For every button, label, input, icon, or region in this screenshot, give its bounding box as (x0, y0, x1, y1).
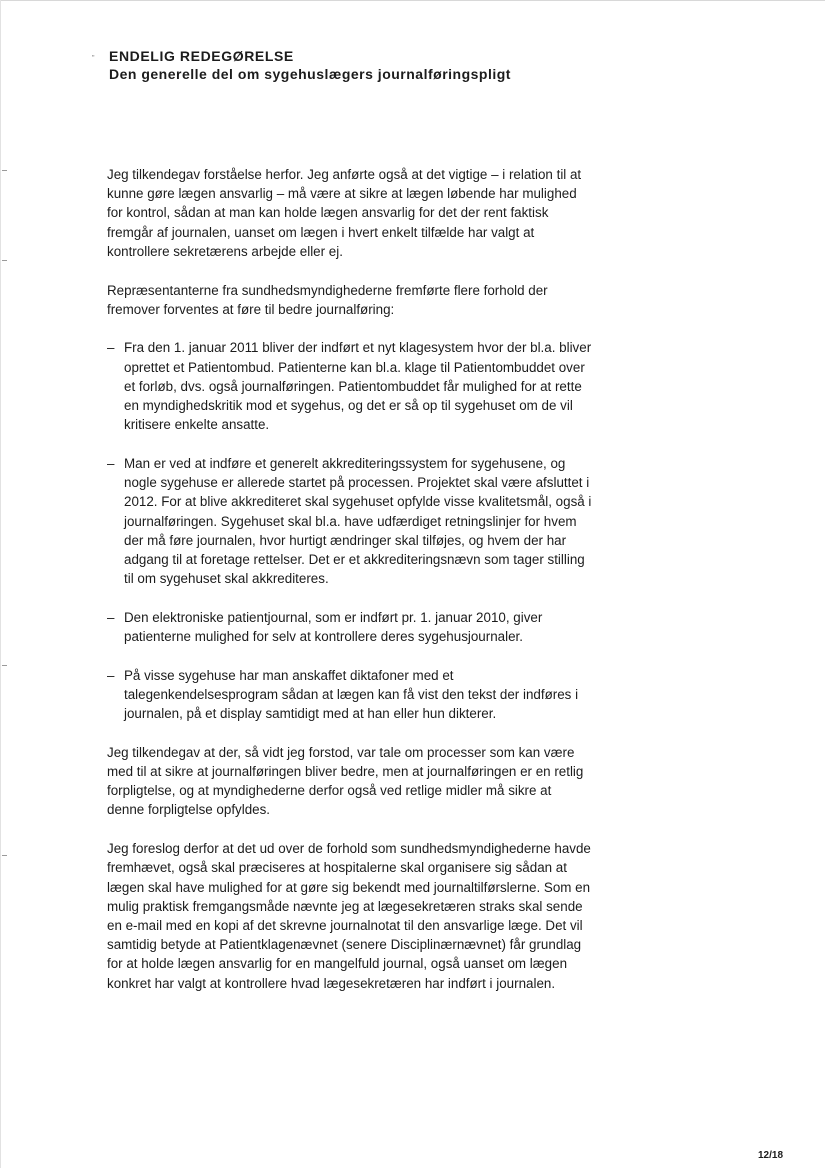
list-dash: – (107, 667, 115, 683)
paragraph: Jeg foreslog derfor at det ud over de forhold som sundhedsmyndighederne havde fremhævet, også skal præciseres at hospitalerne skal organisere sig sådan at lægen skal have mulighed for at gøre sig bekendt med journaltilførslerne. Som en mulig praktisk fremgangsmåde nævnte jeg at lægesekretæren straks skal sende en e-mail med en kopi af det skrevne journalnotat til den ansvarlige læge. Det vil samtidig betyde at Patientklagenævnet (senere Disciplinærnævnet) får grundlag for at holde lægen ansvarlig for en mangelfuld journal, også uanset om lægen konkret har valgt at kontrollere hvad lægesekretæren har indført i journalen. (107, 841, 591, 991)
list-dash: – (107, 340, 115, 356)
list-item (107, 666, 592, 724)
list-item-text: Man er ved at indføre et generelt akkrediteringssystem for sygehusene, og nogle sygehuse er allerede startet på processen. Projektet skal være afsluttet i 2012. For at blive akkrediteret skal sygehuset opfylde visse kvalitetsmål, også i journalføringen. Sygehuset skal bl.a. have udfærdiget retningslinjer for hvem der må føre journalen, hvor hurtigt ændringer skal tilføjes, og hvem der har adgang til at foretage rettelser. Det er et akkrediteringsnævn som tager stilling til om sygehuset skal akkrediteres. (124, 455, 592, 587)
list-dash: – (107, 455, 115, 471)
margin-tick (2, 665, 7, 666)
paragraph: Jeg tilkendegav at der, så vidt jeg forstod, var tale om processer som kan være med til at sikre at journalføringen bliver bedre, men at journalføringen er en retlig forpligtelse, og at myndighederne derfor også ved retlige midler må sikre at denne forpligtelse opfyldes. (107, 744, 584, 818)
paragraph: Repræsentanterne fra sundhedsmyndighederne fremførte flere forhold der fremover forventes at føre til bedre journalføring: (107, 282, 548, 317)
list-item (107, 454, 592, 588)
scan-mark: " (92, 55, 95, 62)
body-text (107, 165, 592, 1012)
list-item-text: På visse sygehuse har man anskaffet diktafoner med et talegenkendelsesprogram sådan at lægen kan få vist den tekst der indføres i journalen, på et display samtidigt med at han eller hun dikterer. (124, 667, 579, 722)
document-title: ENDELIG REDEGØRELSE (109, 48, 294, 64)
list-item (107, 338, 592, 434)
document-subtitle: Den generelle del om sygehuslægers journalføringspligt (109, 66, 511, 82)
list-item-text: Fra den 1. januar 2011 bliver der indført et nyt klagesystem hvor der bl.a. bliver oprettet et Patientombud. Patienterne kan bl.a. klage til Patientombuddet over et forløb, dvs. også journalføringen. Patientombuddet får mulighed for at rette en myndighedskritik mod et sygehus, og det er så op til sygehuset om de vil kritisere enkelte ansatte. (124, 340, 592, 433)
scan-edge-left (0, 0, 1, 1168)
scan-edge-top (0, 0, 825, 1)
margin-tick (2, 855, 7, 856)
page-number: 12/18 (758, 1150, 784, 1161)
list-dash: – (107, 609, 115, 625)
margin-tick (2, 170, 7, 171)
list-item (107, 608, 592, 646)
paragraph: Jeg tilkendegav forståelse herfor. Jeg anførte også at det vigtige – i relation til at kunne gøre lægen ansvarlig – må være at sikre at lægen løbende har mulighed for kontrol, sådan at man kan holde lægen ansvarlig for det der rent faktisk fremgår af journalen, uanset om lægen i hvert enkelt tilfælde har valgt at kontrollere sekretærens arbejde eller ej. (107, 167, 582, 259)
dash-list (107, 338, 592, 723)
list-item-text: Den elektroniske patientjournal, som er indført pr. 1. januar 2010, giver patienterne mulighed for selv at kontrollere deres sygehusjournaler. (124, 609, 543, 645)
document-header (109, 48, 669, 83)
margin-tick (2, 260, 7, 261)
